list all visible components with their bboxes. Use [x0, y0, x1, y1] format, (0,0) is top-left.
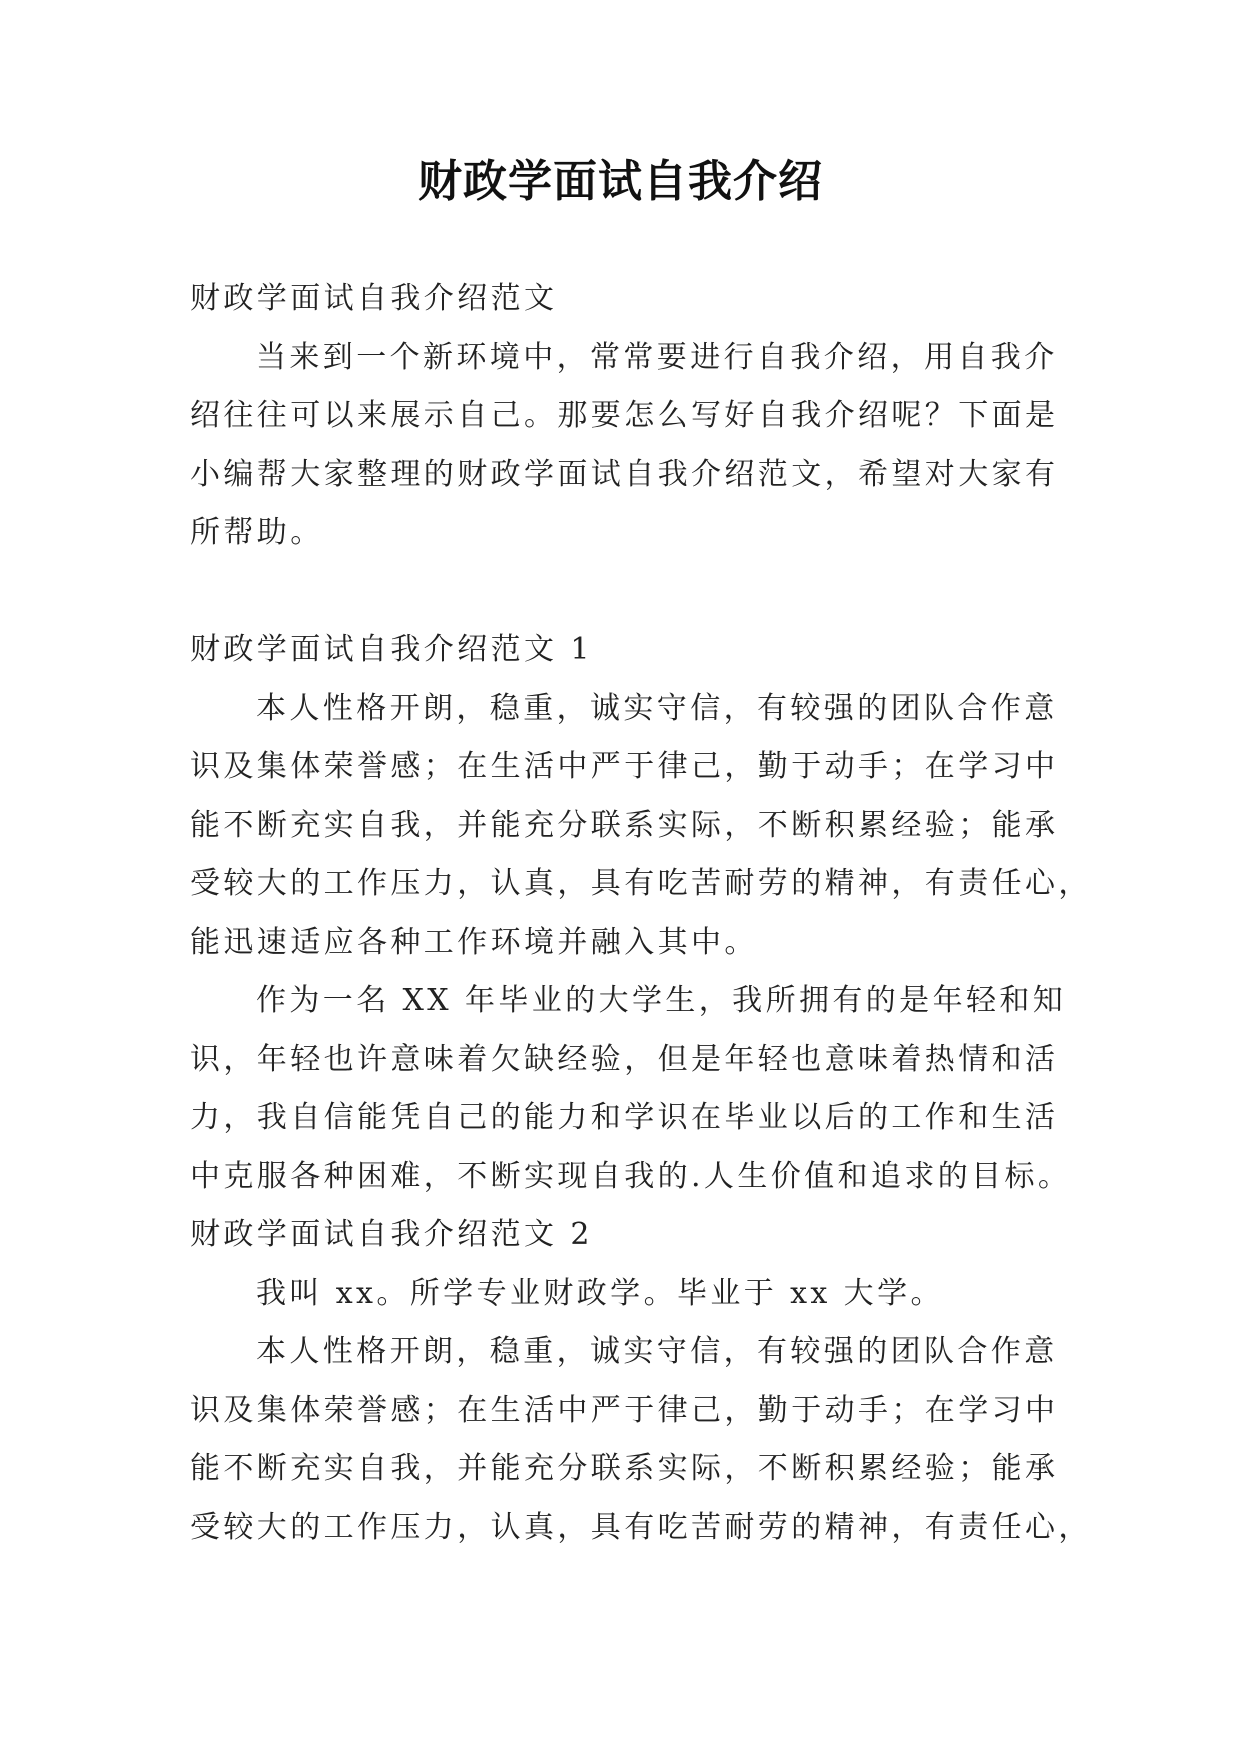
paragraph-line: 能迅速适应各种工作环境并融入其中。: [190, 924, 758, 960]
paragraph-line: 力，我自信能凭自己的能力和学识在毕业以后的工作和生活: [190, 1100, 1059, 1135]
paragraph-line: 识及集体荣誉感；在生活中严于律己，勤于动手；在学习中: [190, 749, 1059, 784]
paragraph-line: 我叫 xx。所学专业财政学。毕业于 xx 大学。: [256, 1275, 944, 1311]
paragraph-line: 能不断充实自我，并能充分联系实际，不断积累经验；能承: [190, 1451, 1059, 1486]
section-heading-intro: 财政学面试自我介绍范文: [190, 281, 558, 316]
paragraph-line: 受较大的工作压力，认真，具有吃苦耐劳的精神，有责任心，: [190, 866, 1092, 901]
paragraph-line: 本人性格开朗，稳重，诚实守信，有较强的团队合作意: [256, 690, 1058, 726]
paragraph-line: 小编帮大家整理的财政学面试自我介绍范文，希望对大家有: [190, 456, 1059, 492]
paragraph-line: 绍往往可以来展示自己。那要怎么写好自我介绍呢？下面是: [190, 398, 1059, 433]
paragraph-line: 识，年轻也许意味着欠缺经验，但是年轻也意味着热情和活: [190, 1041, 1059, 1077]
document-body: [190, 270, 1092, 1557]
paragraph-line: 识及集体荣誉感；在生活中严于律己，勤于动手；在学习中: [190, 1392, 1059, 1428]
document-title: 财政学面试自我介绍: [418, 156, 823, 207]
section-heading-1: 财政学面试自我介绍范文 1: [190, 632, 593, 667]
paragraph-line: 本人性格开朗，稳重，诚实守信，有较强的团队合作意: [256, 1334, 1058, 1369]
paragraph-line: 能不断充实自我，并能充分联系实际，不断积累经验；能承: [190, 807, 1059, 843]
paragraph-spacer: [190, 563, 1050, 622]
section-heading-2: 财政学面试自我介绍范文 2: [190, 1217, 593, 1252]
paragraph-line: 受较大的工作压力，认真，具有吃苦耐劳的精神，有责任心，: [190, 1509, 1092, 1545]
paragraph-line: 当来到一个新环境中，常常要进行自我介绍，用自我介: [256, 339, 1058, 375]
paragraph-line: 所帮助。: [190, 515, 324, 550]
paragraph-line: 中克服各种困难，不断实现自我的.人生价值和追求的目标。: [190, 1158, 1072, 1194]
paragraph-line: 作为一名 XX 年毕业的大学生，我所拥有的是年轻和知: [256, 983, 1067, 1018]
